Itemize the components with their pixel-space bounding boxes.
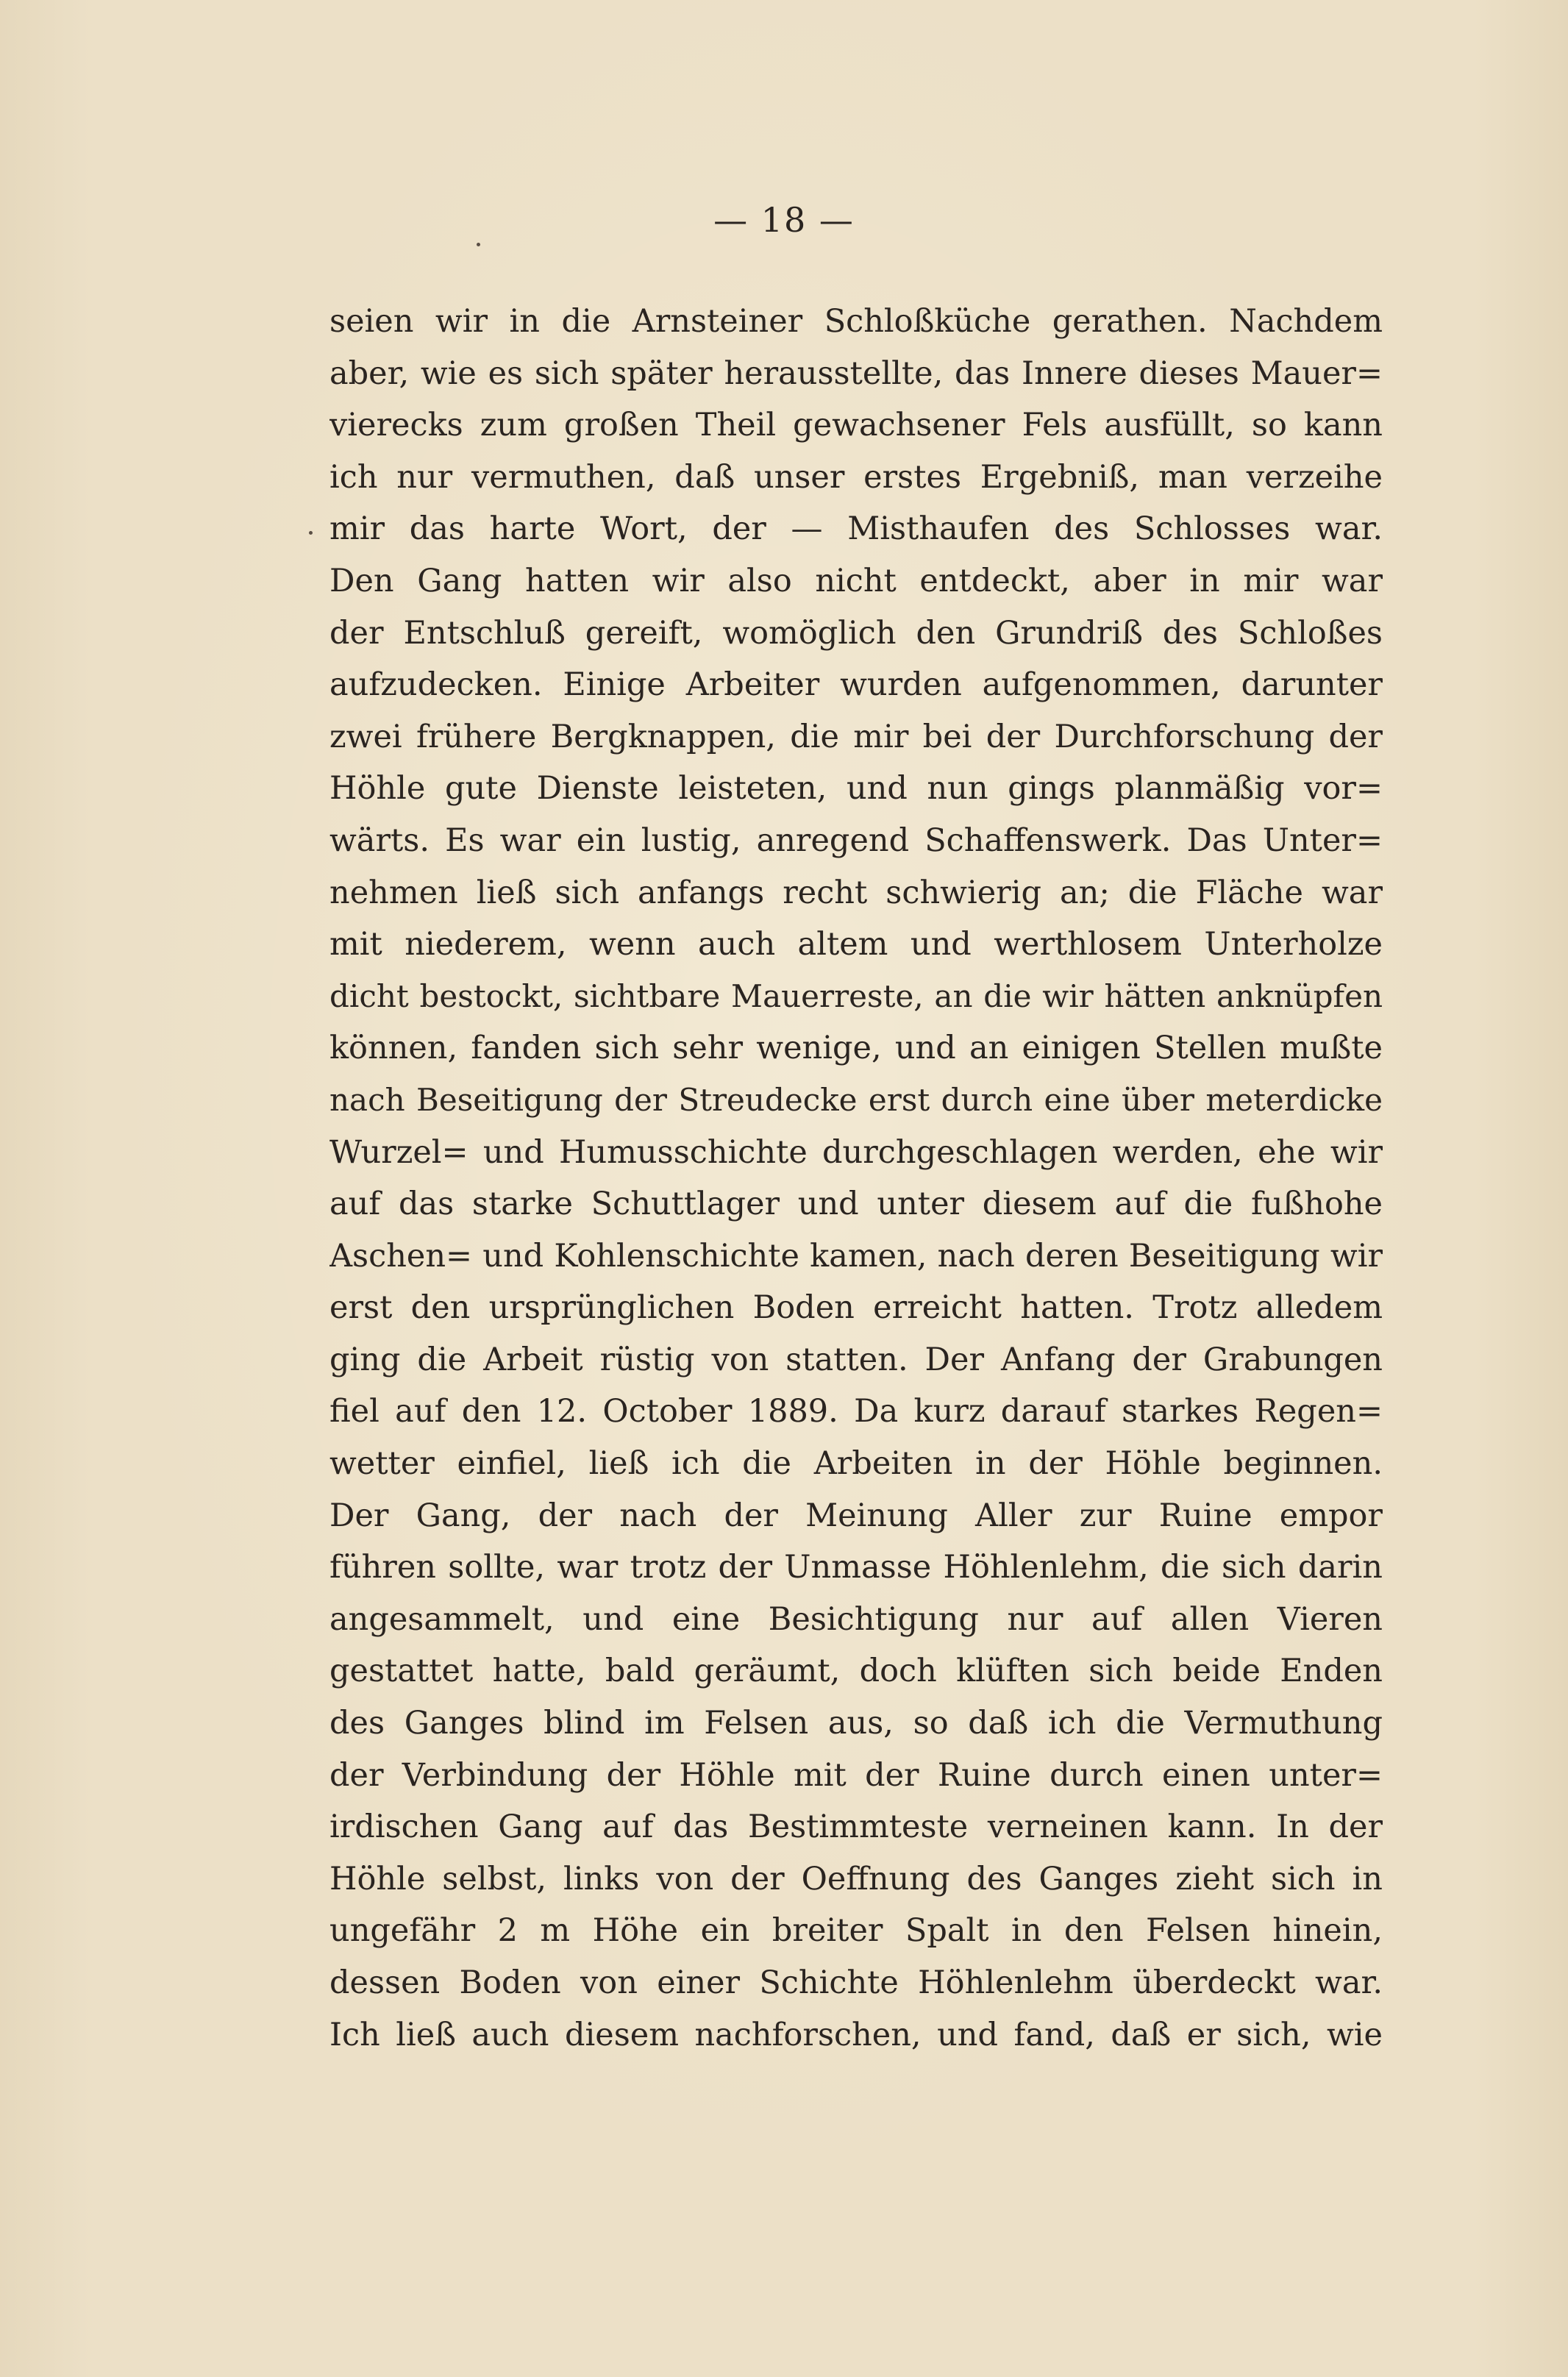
text-line: angesammelt, und eine Besichtigung nur auf allen Vieren (329, 1600, 1383, 1638)
text-line: ging die Arbeit rüstig von statten. Der Anfang der Grabungen (329, 1341, 1383, 1378)
text-line: der Entschluß gereift, womöglich den Grundriß des Schloßes (329, 614, 1383, 652)
text-line: aufzudecken. Einige Arbeiter wurden aufgenommen, darunter (329, 666, 1383, 704)
print-speck (477, 243, 480, 246)
text-line: gestattet hatte, bald geräumt, doch klüften sich beide Enden (329, 1653, 1383, 1690)
text-line: Höhle gute Dienste leisteten, und nun gings planmäßig vor= (329, 770, 1383, 808)
text-line: seien wir in die Arnsteiner Schloßküche gerathen. Nachdem (329, 303, 1383, 340)
text-line: führen sollte, war trotz der Unmasse Höhlenlehm, die sich darin (329, 1549, 1383, 1586)
text-line: zwei frühere Bergknappen, die mir bei der Durchforschung der (329, 718, 1383, 755)
text-line: Wurzel= und Humusschichte durchgeschlagen werden, ehe wir (329, 1133, 1383, 1171)
text-line: wetter einfiel, ließ ich die Arbeiten in der Höhle beginnen. (329, 1445, 1383, 1483)
text-line: mir das harte Wort, der — Misthaufen des Schlosses war. (329, 510, 1383, 548)
text-line: Der Gang, der nach der Meinung Aller zur Ruine empor (329, 1497, 1383, 1534)
text-line: fiel auf den 12. October 1889. Da kurz darauf starkes Regen= (329, 1393, 1383, 1430)
text-line: der Verbindung der Höhle mit der Ruine durch einen unter= (329, 1756, 1383, 1794)
text-line: dessen Boden von einer Schichte Höhlenlehm überdeckt war. (329, 1964, 1383, 2001)
text-line: aber, wie es sich später herausstellte, das Innere dieses Mauer= (329, 354, 1383, 392)
text-line: erst den ursprünglichen Boden erreicht hatten. Trotz alledem (329, 1289, 1383, 1327)
text-line: Höhle selbst, links von der Oeffnung des Ganges zieht sich in (329, 1860, 1383, 1897)
text-line: vierecks zum großen Theil gewachsener Fels ausfüllt, so kann (329, 407, 1383, 444)
text-line: des Ganges blind im Felsen aus, so daß ich die Vermuthung (329, 1705, 1383, 1742)
text-line: irdischen Gang auf das Bestimmteste verneinen kann. In der (329, 1808, 1383, 1846)
text-line: wärts. Es war ein lustig, anregend Schaffenswerk. Das Unter= (329, 822, 1383, 859)
text-line: Aschen= und Kohlenschichte kamen, nach deren Beseitigung wir (329, 1237, 1383, 1275)
text-line: dicht bestockt, sichtbare Mauerreste, an die wir hätten anknüpfen (329, 977, 1383, 1014)
text-line: mit niederem, wenn auch altem und werthlosem Unterholze (329, 926, 1383, 963)
text-line: nach Beseitigung der Streudecke erst durch eine über meterdicke (329, 1081, 1383, 1118)
text-line: können, fanden sich sehr wenige, und an einigen Stellen mußte (329, 1030, 1383, 1067)
text-line: nehmen ließ sich anfangs recht schwierig an; die Fläche war (329, 874, 1383, 911)
text-line: auf das starke Schuttlager und unter diesem auf die fußhohe (329, 1186, 1383, 1223)
text-line: Ich ließ auch diesem nachforschen, und fand, daß er sich, wie (329, 2016, 1383, 2053)
text-line: ungefähr 2 m Höhe ein breiter Spalt in den Felsen hinein, (329, 1912, 1383, 1950)
text-line: Den Gang hatten wir also nicht entdeckt, aber in mir war (329, 562, 1383, 599)
body-text (329, 296, 1383, 2061)
print-speck (309, 531, 313, 535)
page-number: — 18 — (713, 200, 855, 240)
text-line: ich nur vermuthen, daß unser erstes Ergebniß, man verzeihe (329, 458, 1383, 496)
